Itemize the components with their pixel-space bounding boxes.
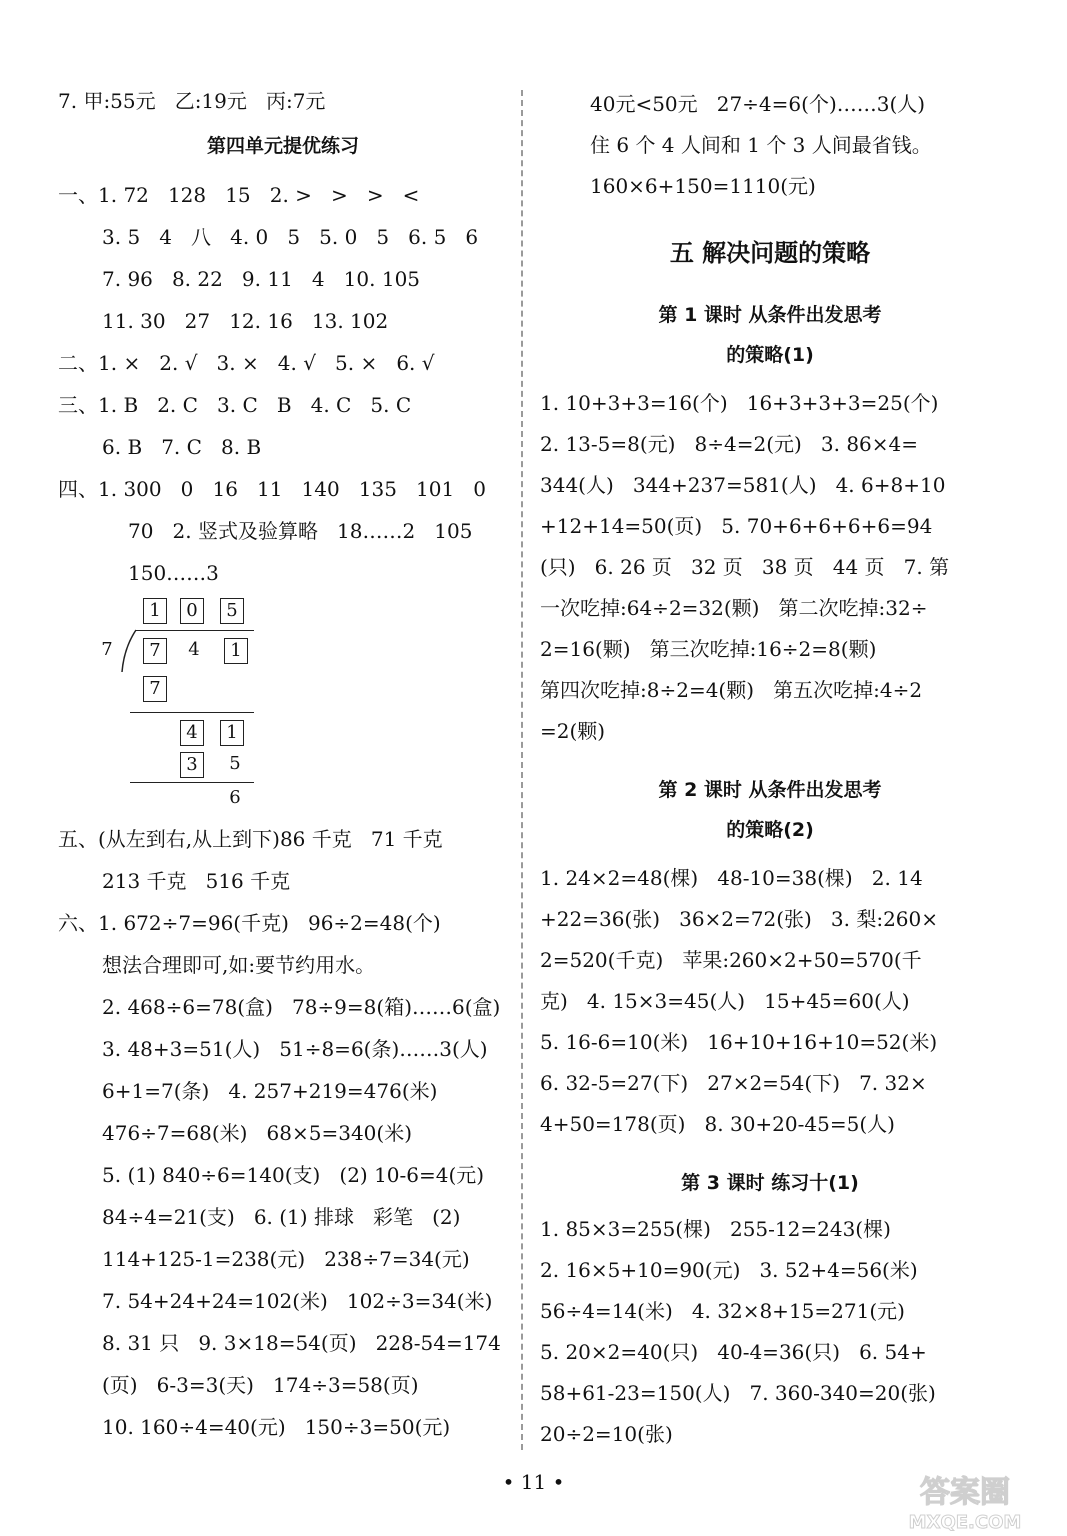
answer-line: 5. 16-6=10(米) 16+10+16+10=52(米) bbox=[540, 1030, 938, 1054]
answer-line: +22=36(张) 36×2=72(张) 3. 梨:260× bbox=[540, 907, 939, 931]
answer-line: 6. B 7. C 8. B bbox=[102, 435, 262, 459]
divisor: 7 bbox=[101, 639, 113, 660]
answer-line: 三、1. B 2. C 3. C B 4. C 5. C bbox=[58, 393, 412, 417]
answer-line: 第四次吃掉:8÷2=4(颗) 第五次吃掉:4÷2 bbox=[540, 678, 923, 702]
lesson2-title: 第 2 课时 从条件出发思考 bbox=[658, 779, 882, 801]
step-line bbox=[130, 712, 254, 713]
answer-line: 8. 31 只 9. 3×18=54(页) 228-54=174 bbox=[102, 1331, 501, 1355]
answer-line: 40元<50元 27÷4=6(个)……3(人) bbox=[590, 92, 926, 116]
division-bracket-icon bbox=[116, 628, 140, 674]
answer-line: 2=16(颗) 第三次吃掉:16÷2=8(颗) bbox=[540, 637, 877, 661]
answer-line: 7. 96 8. 22 9. 11 4 10. 105 bbox=[102, 267, 421, 291]
division-bar bbox=[136, 630, 254, 631]
answer-line: 6. 32-5=27(下) 27×2=54(下) 7. 32× bbox=[540, 1071, 927, 1095]
answer-line: 2. 13-5=8(元) 8÷4=2(元) 3. 86×4= bbox=[540, 432, 919, 456]
answer-line: 1. 10+3+3=16(个) 16+3+3+3=25(个) bbox=[540, 391, 939, 415]
answer-line: 6+1=7(条) 4. 257+219=476(米) bbox=[102, 1079, 438, 1103]
lesson3-title: 第 3 课时 练习十(1) bbox=[681, 1172, 859, 1194]
step-digit: 7 bbox=[143, 676, 167, 702]
answer-line: (页) 6-3=3(天) 174÷3=58(页) bbox=[102, 1373, 419, 1397]
answer-line: 114+125-1=238(元) 238÷7=34(元) bbox=[102, 1247, 470, 1271]
answer-line: 住 6 个 4 人间和 1 个 3 人间最省钱。 bbox=[590, 133, 932, 157]
answer-line: 想法合理即可,如:要节约用水。 bbox=[102, 953, 376, 977]
left-column bbox=[58, 80, 508, 1448]
dividend-digit: 1 bbox=[224, 638, 248, 664]
answer-line: 84÷4=21(支) 6. (1) 排球 彩笔 (2) bbox=[102, 1205, 461, 1229]
step-digit: 3 bbox=[180, 752, 204, 778]
quotient-digit: 5 bbox=[220, 598, 244, 624]
answer-line: 克) 4. 15×3=45(人) 15+45=60(人) bbox=[540, 989, 910, 1013]
answer-line: 五、(从左到右,从上到下)86 千克 71 千克 bbox=[58, 827, 443, 851]
answer-line: 150……3 bbox=[128, 561, 219, 585]
answer-line: 70 2. 竖式及验算略 18……2 105 bbox=[128, 519, 473, 543]
dividend-digit: 4 bbox=[188, 639, 200, 660]
watermark-logo bbox=[875, 1470, 1055, 1532]
answer-line: 7. 甲:55元 乙:19元 丙:7元 bbox=[58, 89, 326, 113]
answer-line: 11. 30 27 12. 16 13. 102 bbox=[102, 309, 389, 333]
answer-line: 344(人) 344+237=581(人) 4. 6+8+10 bbox=[540, 473, 946, 497]
lesson1-title: 第 1 课时 从条件出发思考 bbox=[658, 304, 882, 326]
watermark-text: 答案圈 bbox=[920, 1475, 1010, 1510]
step-line bbox=[130, 782, 254, 783]
answer-line: (只) 6. 26 页 32 页 38 页 44 页 7. 第 bbox=[540, 555, 950, 579]
long-division bbox=[58, 594, 358, 812]
dividend-digit: 7 bbox=[143, 638, 167, 664]
answer-line: 5. (1) 840÷6=140(支) (2) 10-6=4(元) bbox=[102, 1163, 485, 1187]
right-column bbox=[540, 84, 1000, 1455]
answer-line: 2. 468÷6=78(盒) 78÷9=8(箱)……6(盒) bbox=[102, 995, 501, 1019]
unit4-heading: 第四单元提优练习 bbox=[206, 135, 359, 157]
section5-title: 五 解决问题的策略 bbox=[669, 239, 871, 267]
answer-line: 476÷7=68(米) 68×5=340(米) bbox=[102, 1121, 413, 1145]
answer-line: 一次吃掉:64÷2=32(颗) 第二次吃掉:32÷ bbox=[540, 596, 928, 620]
step-digit: 1 bbox=[220, 720, 244, 746]
answer-line: 四、1. 300 0 16 11 140 135 101 0 bbox=[58, 477, 486, 501]
step-digit: 4 bbox=[180, 720, 204, 746]
lesson1-subtitle: 的策略(1) bbox=[726, 344, 814, 366]
answer-line: 1. 24×2=48(棵) 48-10=38(棵) 2. 14 bbox=[540, 866, 923, 890]
answer-line: 4+50=178(页) 8. 30+20-45=5(人) bbox=[540, 1112, 895, 1136]
remainder: 6 bbox=[229, 787, 241, 808]
answer-line: 213 千克 516 千克 bbox=[102, 869, 291, 893]
answer-line: 10. 160÷4=40(元) 150÷3=50(元) bbox=[102, 1415, 451, 1439]
answer-line: 58+61-23=150(人) 7. 360-340=20(张) bbox=[540, 1381, 936, 1405]
watermark-url: MXQE.COM bbox=[908, 1512, 1022, 1532]
step-digit: 5 bbox=[229, 753, 241, 774]
answer-line: 3. 5 4 八 4. 0 5 5. 0 5 6. 5 6 bbox=[102, 225, 479, 249]
answer-line: 1. 85×3=255(棵) 255-12=243(棵) bbox=[540, 1217, 891, 1241]
answer-line: 160×6+150=1110(元) bbox=[590, 174, 816, 198]
lesson2-subtitle: 的策略(2) bbox=[726, 819, 814, 841]
quotient-digit: 1 bbox=[143, 598, 167, 624]
answer-line: 一、1. 72 128 15 2. > > > < bbox=[58, 183, 420, 207]
answer-line: 二、1. × 2. √ 3. × 4. √ 5. × 6. √ bbox=[58, 351, 435, 375]
page-number: • 11 • bbox=[502, 1470, 565, 1494]
answer-line: 3. 48+3=51(人) 51÷8=6(条)……3(人) bbox=[102, 1037, 488, 1061]
answer-line: 20÷2=10(张) bbox=[540, 1422, 673, 1446]
answer-line: +12+14=50(页) 5. 70+6+6+6+6=94 bbox=[540, 514, 933, 538]
answer-line: 7. 54+24+24=102(米) 102÷3=34(米) bbox=[102, 1289, 493, 1313]
quotient-digit: 0 bbox=[180, 598, 204, 624]
answer-line: 5. 20×2=40(只) 40-4=36(只) 6. 54+ bbox=[540, 1340, 927, 1364]
answer-line: 2=520(千克) 苹果:260×2+50=570(千 bbox=[540, 948, 922, 972]
answer-line: =2(颗) bbox=[540, 719, 606, 743]
answer-line: 六、1. 672÷7=96(千克) 96÷2=48(个) bbox=[58, 911, 441, 935]
column-divider bbox=[521, 90, 523, 1450]
answer-line: 2. 16×5+10=90(元) 3. 52+4=56(米) bbox=[540, 1258, 918, 1282]
answer-line: 56÷4=14(米) 4. 32×8+15=271(元) bbox=[540, 1299, 905, 1323]
